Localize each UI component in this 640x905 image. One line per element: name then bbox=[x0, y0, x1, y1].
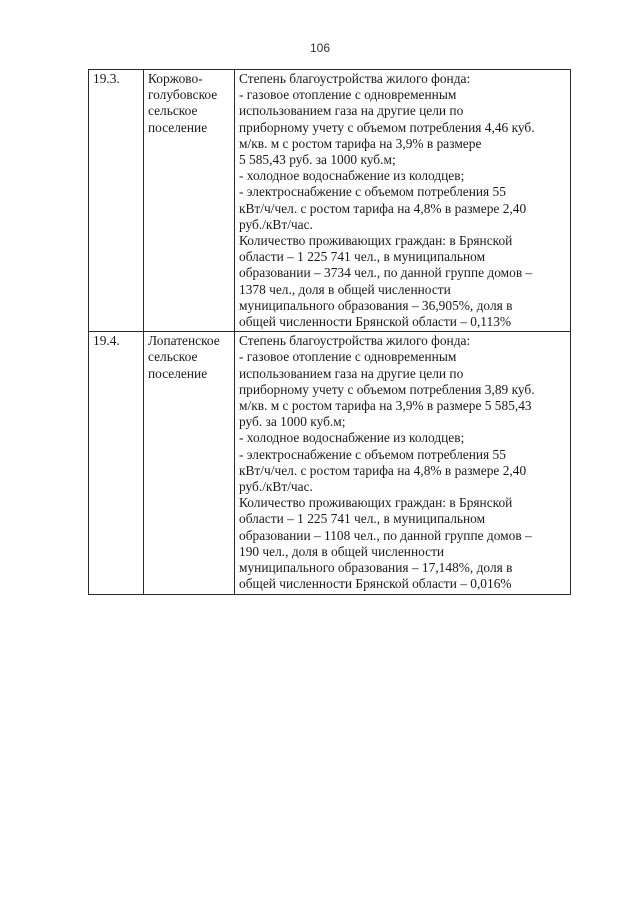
settlement-name-line: голубовское bbox=[148, 87, 218, 103]
settlements-table bbox=[88, 69, 571, 595]
description-line: Степень благоустройства жилого фонда: bbox=[239, 333, 471, 349]
description-line: руб./кВт/час. bbox=[239, 479, 313, 495]
description-cell bbox=[235, 332, 571, 594]
settlement-name-line: сельское bbox=[148, 103, 198, 119]
description-line: использованием газа на другие цели по bbox=[239, 103, 464, 119]
description-line: - холодное водоснабжение из колодцев; bbox=[239, 430, 465, 446]
settlement-name-line: поселение bbox=[148, 119, 208, 135]
description-line: области – 1 225 741 чел., в муниципальном bbox=[239, 511, 486, 527]
description-line: - электроснабжение с объемом потребления 55 bbox=[239, 446, 506, 462]
description-line: м/кв. м с ростом тарифа на 3,9% в размере bbox=[239, 135, 482, 151]
description-line: муниципального образования – 36,905%, доля в bbox=[239, 297, 513, 313]
description-line: 190 чел., доля в общей численности bbox=[239, 543, 445, 559]
description-cell bbox=[235, 70, 571, 332]
description-line: общей численности Брянской области – 0,016% bbox=[239, 576, 512, 592]
settlement-name-line: поселение bbox=[148, 365, 208, 381]
description-line: общей численности Брянской области – 0,113% bbox=[239, 314, 512, 330]
settlement-name-line: сельское bbox=[148, 349, 198, 365]
description-line: 1378 чел., доля в общей численности bbox=[239, 281, 451, 297]
description-line: 5 585,43 руб. за 1000 куб.м; bbox=[239, 152, 396, 168]
description-line: Степень благоустройства жилого фонда: bbox=[239, 71, 471, 86]
table-body bbox=[89, 70, 571, 595]
description-line: м/кв. м с ростом тарифа на 3,9% в размере 5 585,43 bbox=[239, 398, 532, 414]
page-number: 106 bbox=[309, 41, 331, 55]
description-line: образовании – 3734 чел., по данной группе домов – bbox=[239, 265, 533, 281]
row-number: 19.3. bbox=[93, 71, 120, 86]
description-line: приборному учету с объемом потребления 3,89 куб. bbox=[239, 381, 535, 397]
description-line: руб./кВт/час. bbox=[239, 216, 313, 232]
settlement-name-cell bbox=[144, 332, 235, 594]
description-line: кВт/ч/чел. с ростом тарифа на 4,8% в размере 2,40 bbox=[239, 462, 527, 478]
description-line: Количество проживающих граждан: в Брянской bbox=[239, 233, 513, 249]
description-line: - электроснабжение с объемом потребления 55 bbox=[239, 184, 506, 200]
description-line: приборному учету с объемом потребления 4,46 куб. bbox=[239, 119, 535, 135]
description-line: образовании – 1108 чел., по данной группе домов – bbox=[239, 527, 532, 543]
settlement-name-cell bbox=[144, 70, 235, 332]
row-number-cell bbox=[89, 70, 144, 332]
description-line: использованием газа на другие цели по bbox=[239, 365, 464, 381]
row-number: 19.4. bbox=[93, 333, 120, 349]
description-line: руб. за 1000 куб.м; bbox=[239, 414, 346, 430]
description-line: - холодное водоснабжение из колодцев; bbox=[239, 168, 465, 184]
description-line: области – 1 225 741 чел., в муниципальном bbox=[239, 249, 486, 265]
description-line: Количество проживающих граждан: в Брянской bbox=[239, 495, 513, 511]
settlement-name-line: Коржово- bbox=[148, 71, 203, 86]
description-line: муниципального образования – 17,148%, доля в bbox=[239, 560, 513, 576]
description-line: - газовое отопление с одновременным bbox=[239, 349, 457, 365]
description-line: - газовое отопление с одновременным bbox=[239, 87, 457, 103]
settlement-name-line: Лопатенское bbox=[148, 333, 220, 349]
description-line: кВт/ч/чел. с ростом тарифа на 4,8% в размере 2,40 bbox=[239, 200, 527, 216]
table-row bbox=[89, 70, 571, 332]
table-row bbox=[89, 332, 571, 594]
row-number-cell bbox=[89, 332, 144, 594]
